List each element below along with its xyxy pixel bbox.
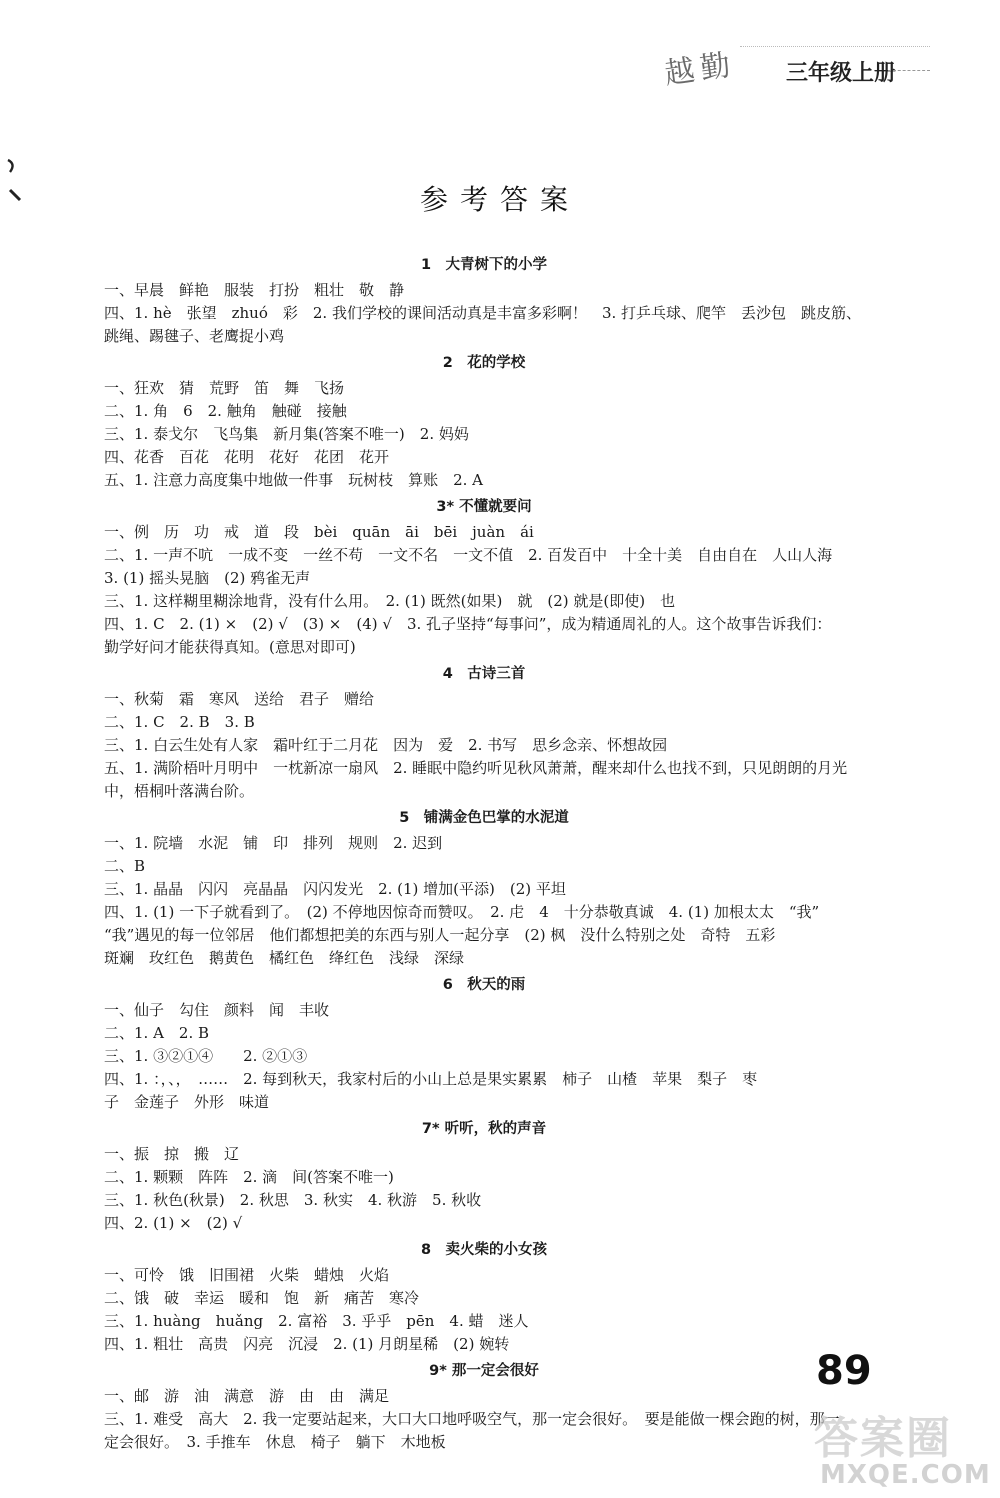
- answer-line: 子 金莲子 外形 味道: [104, 1093, 270, 1111]
- answer-line: 一、秋菊 霜 寒风 送给 君子 赠给: [104, 690, 375, 708]
- answer-line: 四、花香 百花 花明 花好 花团 花开: [104, 448, 390, 466]
- section-title: 5 铺满金色巴掌的水泥道: [399, 810, 569, 826]
- answer-line: 一、例 历 功 戒 道 段 bèi quān āi bēi juàn ái: [104, 523, 534, 541]
- answer-section: [104, 1360, 864, 1454]
- answer-line: 一、狂欢 猜 荒野 笛 舞 飞扬: [104, 379, 345, 397]
- answer-line: 中，梧桐叶落满台阶。: [104, 782, 255, 800]
- answer-line: 一、可怜 饿 旧围裙 火柴 蜡烛 火焰: [104, 1266, 390, 1284]
- answer-line: 四、1. hè 张望 zhuó 彩 2. 我们学校的课间活动真是丰富多彩啊！ 3. 打乒乓球、爬竿 丢沙包 跳皮筋、: [104, 304, 862, 322]
- answer-line: 四、1. 粗壮 高贵 闪亮 沉浸 2. (1) 月朗星稀 (2) 婉转: [104, 1335, 510, 1353]
- answer-line: 二、饿 破 幸运 暖和 饱 新 痛苦 寒冷: [104, 1289, 420, 1307]
- page-header: [0, 0, 1000, 110]
- answer-line: 3. (1) 摇头晃脑 (2) 鸦雀无声: [104, 569, 311, 587]
- answer-line: 二、1. 角 6 2. 触角 触碰 接触: [104, 402, 347, 420]
- answer-line: 四、1. (1) 一下子就看到了。 (2) 不停地因惊奇而赞叹。 2. 虍 4 十分恭敬真诚 4. (1) 加根太太 “我”: [104, 903, 820, 921]
- answer-line: 二、1. A 2. B: [104, 1024, 210, 1042]
- watermark: [800, 1402, 1000, 1498]
- logo-text: 越勤: [662, 47, 739, 92]
- answer-line: 三、1. 秋色(秋景) 2. 秋思 3. 秋实 4. 秋游 5. 秋收: [104, 1191, 482, 1209]
- section-title: 7* 听听，秋的声音: [421, 1121, 547, 1137]
- answer-line: 二、1. C 2. B 3. B: [104, 713, 255, 731]
- section-title: 6 秋天的雨: [442, 977, 526, 993]
- answer-content: [104, 250, 864, 1454]
- answer-line: 五、1. 满阶梧叶月明中 一枕新凉一扇风 2. 睡眠中隐约听见秋风萧萧，醒来却什么也找不到，只见朗朗的月光: [104, 759, 848, 777]
- answer-section: [104, 663, 864, 803]
- page-number: 89: [816, 1348, 872, 1394]
- answer-line: 一、仙子 勾住 颜料 闻 丰收: [104, 1001, 330, 1019]
- section-title: 9* 那一定会很好: [429, 1363, 539, 1379]
- watermark-logo-text: 答案圈: [814, 1413, 952, 1464]
- answer-line: 三、1. ③②①④ 2. ②①③: [104, 1047, 308, 1065]
- answer-section: [104, 974, 864, 1114]
- answer-line: 三、1. 这样糊里糊涂地背，没有什么用。 2. (1) 既然(如果) 就 (2) 就是(即使) 也: [104, 592, 676, 610]
- section-title: 1 大青树下的小学: [420, 257, 548, 273]
- answer-section: [104, 254, 864, 348]
- answer-line: 一、振 掠 搬 辽: [104, 1145, 240, 1163]
- section-title: 2 花的学校: [442, 355, 526, 371]
- grade-label: 三年级上册: [786, 61, 897, 86]
- section-title: 3* 不懂就要问: [436, 499, 532, 515]
- answer-line: 四、1. ：，、， …… 2. 每到秋天，我家村后的小山上总是果实累累 柿子 山楂 苹果 梨子 枣: [104, 1070, 758, 1088]
- answer-line: 跳绳、踢毽子、老鹰捉小鸡: [104, 327, 285, 345]
- answer-line: 一、早晨 鲜艳 服装 打扮 粗壮 敬 静: [104, 281, 405, 299]
- answer-section: [104, 807, 864, 970]
- answer-line: 二、1. 颗颗 阵阵 2. 滴 间(答案不唯一): [104, 1168, 394, 1186]
- publisher-logo: [660, 40, 770, 100]
- answer-line: 三、1. huàng huǎng 2. 富裕 3. 乎乎 pēn 4. 蜡 迷人: [104, 1312, 529, 1330]
- answer-section: [104, 1239, 864, 1356]
- page-title: 参考答案: [419, 183, 580, 216]
- answer-section: [104, 1118, 864, 1235]
- answer-section: [104, 496, 864, 659]
- answer-line: 四、1. C 2. (1) × (2) √ (3) × (4) √ 3. 孔子坚持“每事问”，成为精通周礼的人。这个故事告诉我们：: [104, 615, 832, 633]
- answer-line: 定会很好。 3. 手推车 休息 椅子 躺下 木地板: [104, 1433, 446, 1451]
- answer-line: 一、1. 院墙 水泥 铺 印 排列 规则 2. 迟到: [104, 834, 443, 852]
- answer-line: 五、1. 注意力高度集中地做一件事 玩树枝 算账 2. A: [104, 471, 483, 489]
- answer-line: 斑斓 玫红色 鹅黄色 橘红色 绛红色 浅绿 深绿: [104, 949, 465, 967]
- answer-line: “我”遇见的每一位邻居 他们都想把美的东西与别人一起分享 (2) 枫 没什么特别之处 奇特 五彩: [104, 926, 776, 944]
- answer-line: 三、1. 难受 高大 2. 我一定要站起来，大口大口地呼吸空气，那一定会很好。 要是能做一棵会跑的树，那一: [104, 1410, 840, 1428]
- answer-line: 勤学好问才能获得真知。(意思对即可): [104, 638, 356, 656]
- watermark-url: MXQE.COM: [820, 1460, 991, 1490]
- header-decor-dash: [888, 70, 930, 71]
- answer-line: 三、1. 泰戈尔 飞鸟集 新月集(答案不唯一) 2. 妈妈: [104, 425, 469, 443]
- section-title: 8 卖火柴的小女孩: [420, 1242, 548, 1258]
- answer-line: 三、1. 白云生处有人家 霜叶红于二月花 因为 爱 2. 书写 思乡念亲、怀想故园: [104, 736, 668, 754]
- section-title: 4 古诗三首: [442, 666, 526, 682]
- answer-line: 四、2. (1) × (2) √: [104, 1214, 243, 1232]
- answer-line: 一、邮 游 油 满意 游 由 由 满足: [104, 1387, 390, 1405]
- answer-section: [104, 352, 864, 492]
- answer-line: 二、B: [104, 857, 146, 875]
- answer-line: 二、1. 一声不吭 一成不变 一丝不苟 一文不名 一文不值 2. 百发百中 十全十美 自由自在 人山人海: [104, 546, 833, 564]
- answer-line: 三、1. 晶晶 闪闪 亮晶晶 闪闪发光 2. (1) 增加(平添) (2) 平坦: [104, 880, 566, 898]
